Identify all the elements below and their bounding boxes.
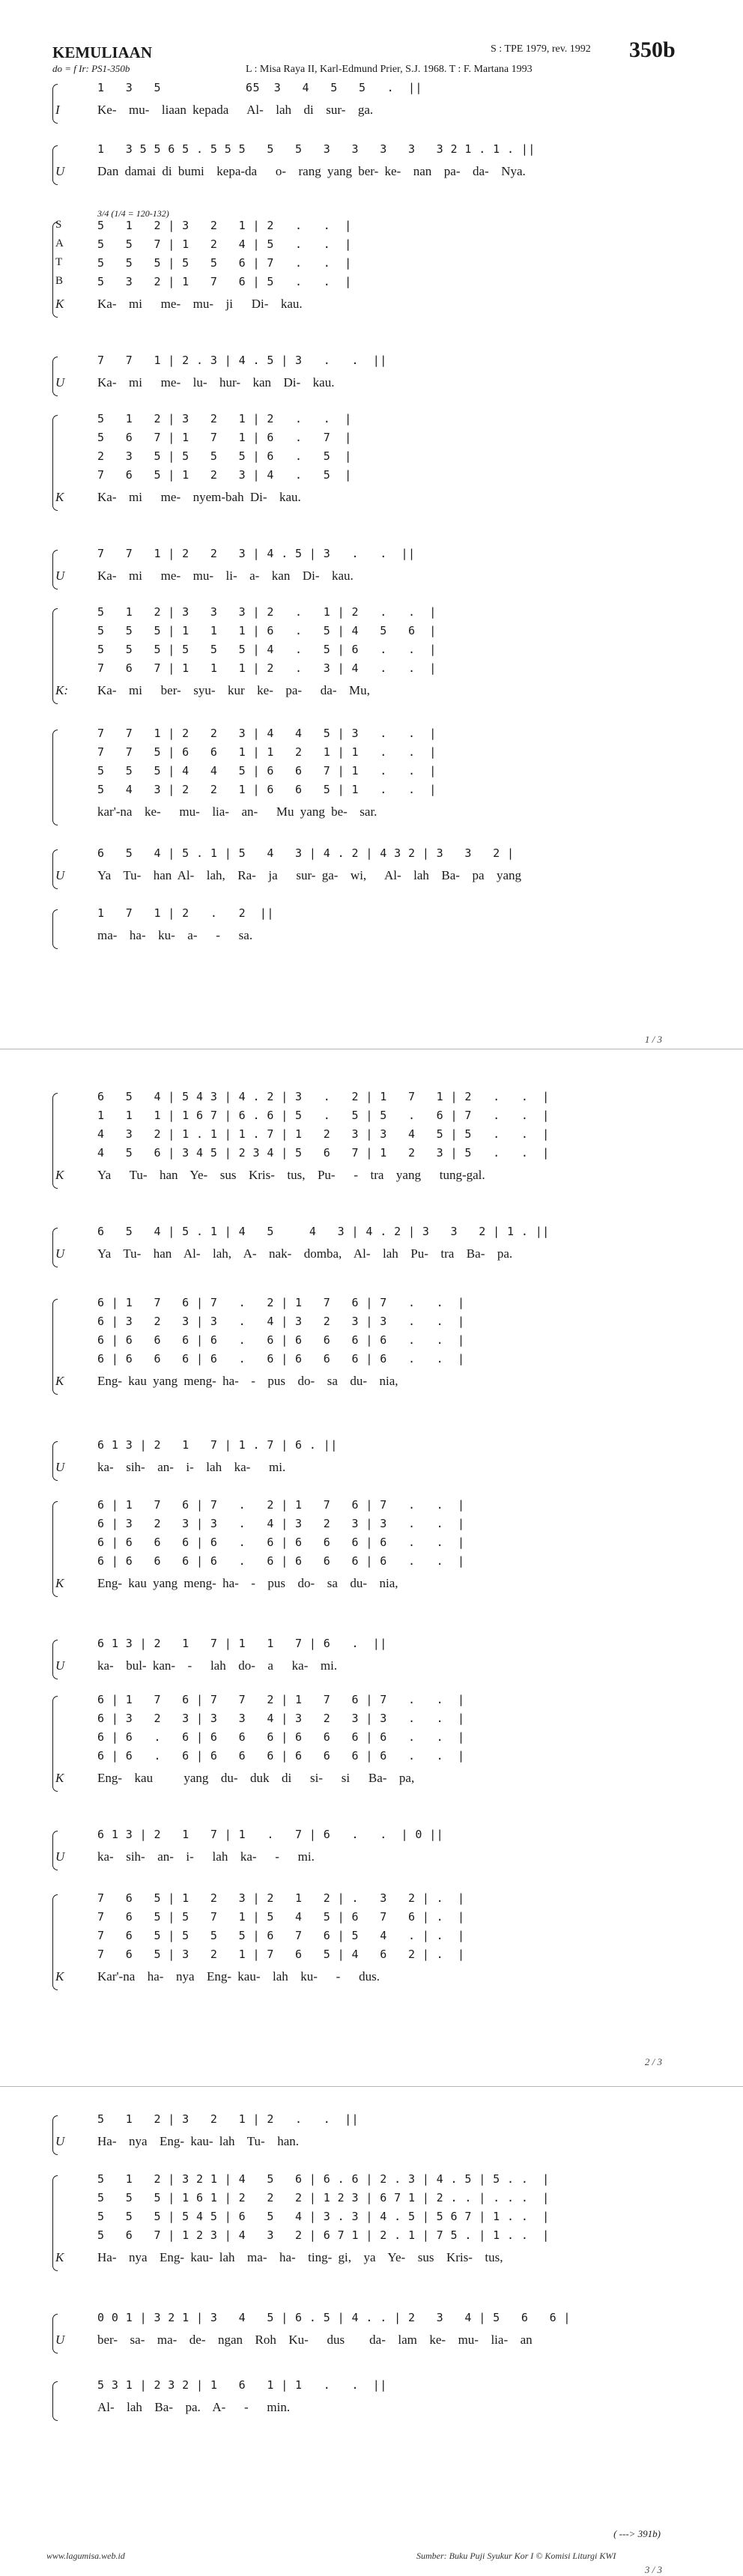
lyric-line: Ka- mi ber- syu- kur ke- pa- da- Mu,	[97, 683, 370, 697]
lyric-line: Al- lah Ba- pa. A- - min.	[97, 2400, 291, 2414]
singer-mark: K	[55, 297, 64, 311]
notation-row: 2 3 5 | 5 5 5 | 6 . 5 |	[97, 449, 352, 463]
notation-row: 6 | 1 7 6 | 7 . 2 | 1 7 6 | 7 . . |	[97, 1498, 465, 1512]
music-system	[52, 906, 577, 952]
singer-mark: U	[55, 1849, 65, 1864]
singer-mark: K	[55, 1771, 64, 1785]
notation-row: 5 1 2 | 3 2 1 | 4 5 6 | 6 . 6 | 2 . 3 | 4 . 5 | 5 . . |	[97, 2172, 550, 2186]
singer-mark: K	[55, 1576, 64, 1590]
music-system	[52, 2112, 577, 2158]
notation-row: 6 5 4 | 5 . 1 | 4 5 4 3 | 4 . 2 | 3 3 2 | 1 . ||	[97, 1225, 550, 1238]
notation-row: 5 5 5 | 5 5 5 | 4 . 5 | 6 . . |	[97, 643, 437, 656]
lyric-line: Eng- kau yang du- duk di si- si Ba- pa,	[97, 1771, 415, 1785]
system-brace	[52, 2381, 58, 2421]
singer-mark: U	[55, 2134, 65, 2148]
music-system	[52, 2172, 577, 2274]
notation-row: 5 1 2 | 3 2 1 | 2 . . |	[97, 412, 352, 425]
singer-mark: U	[55, 1246, 65, 1261]
notation-row: 7 6 5 | 1 2 3 | 2 1 2 | . 3 2 | . |	[97, 1891, 465, 1905]
notation-row: 5 4 3 | 2 2 1 | 6 6 5 | 1 . . |	[97, 783, 437, 796]
notation-row: 5 5 7 | 1 2 4 | 5 . . |	[97, 237, 352, 251]
music-system	[52, 1891, 577, 1993]
system-brace	[52, 730, 58, 825]
notation-row: 7 7 1 | 2 2 3 | 4 4 5 | 3 . . |	[97, 727, 437, 740]
notation-row: 7 7 5 | 6 6 1 | 1 2 1 | 1 . . |	[97, 745, 437, 759]
music-system	[52, 142, 577, 188]
music-system	[52, 1498, 577, 1600]
score-page-3	[0, 2086, 743, 2573]
notation-row: 1 3 5 65 3 4 5 5 . ||	[97, 81, 422, 94]
notation-row: 5 1 2 | 3 3 3 | 2 . 1 | 2 . . |	[97, 605, 437, 619]
song-number: 350b	[629, 37, 676, 62]
lyric-line: ka- sih- an- i- lah ka- - mi.	[97, 1849, 315, 1864]
notation-row: 6 | 6 . 6 | 6 6 6 | 6 6 6 | 6 . . |	[97, 1730, 465, 1744]
notation-row: 5 5 5 | 1 6 1 | 2 2 2 | 1 2 3 | 6 7 1 | 2 . . | . . . |	[97, 2191, 550, 2204]
credits-line: L : Misa Raya II, Karl-Edmund Prier, S.J. 1968. T : F. Martana 1993	[246, 64, 533, 75]
notation-row: 5 3 2 | 1 7 6 | 5 . . |	[97, 275, 352, 288]
music-system	[52, 1438, 577, 1484]
notation-row: 5 1 2 | 3 2 1 | 2 . . |	[97, 219, 352, 232]
song-title: KEMULIAAN	[52, 43, 153, 61]
lyric-line: kar'-na ke- mu- lia- an- Mu yang be- sar.	[97, 804, 377, 819]
notation-row: 1 7 1 | 2 . 2 ||	[97, 906, 274, 920]
music-system	[52, 1828, 577, 1873]
lyric-line: Dan damai di bumi kepa-da o- rang yang ber- ke- nan pa- da- Nya.	[97, 164, 526, 178]
lyric-line: Ka- mi me- lu- hur- kan Di- kau.	[97, 375, 335, 390]
score-page-1	[0, 0, 743, 1049]
singer-mark: K	[55, 1168, 64, 1182]
notation-row: 4 3 2 | 1 . 1 | 1 . 7 | 1 2 3 | 3 4 5 | 5 . . |	[97, 1127, 550, 1141]
music-system	[52, 412, 577, 514]
notation-row: 4 5 6 | 3 4 5 | 2 3 4 | 5 6 7 | 1 2 3 | 5 . . |	[97, 1146, 550, 1160]
music-system	[52, 1693, 577, 1795]
singer-mark: K	[55, 490, 64, 504]
lyric-line: Eng- kau yang meng- ha- - pus do- sa du- nia,	[97, 1374, 398, 1388]
notation-row: 5 5 5 | 1 1 1 | 6 . 5 | 4 5 6 |	[97, 624, 437, 637]
lyric-line: Ha- nya Eng- kau- lah Tu- han.	[97, 2134, 299, 2148]
lyric-line: Ka- mi me- mu- ji Di- kau.	[97, 297, 303, 311]
singer-mark: K	[55, 1969, 64, 1983]
singer-mark: K	[55, 1374, 64, 1388]
music-system	[52, 1637, 577, 1682]
notation-row: 6 5 4 | 5 4 3 | 4 . 2 | 3 . 2 | 1 7 1 | 2 . . |	[97, 1090, 550, 1103]
music-system	[52, 1296, 577, 1398]
notation-row: 6 1 3 | 2 1 7 | 1 . 7 | 6 . . | 0 ||	[97, 1828, 444, 1841]
music-system	[52, 605, 577, 707]
lyric-line: Eng- kau yang meng- ha- - pus do- sa du- nia,	[97, 1576, 398, 1590]
notation-row: 5 5 5 | 5 4 5 | 6 5 4 | 3 . 3 | 4 . 5 | 5 6 7 | 1 . . |	[97, 2210, 550, 2223]
notation-row: 6 | 3 2 3 | 3 3 4 | 3 2 3 | 3 . . |	[97, 1712, 465, 1725]
voice-label: B	[55, 275, 64, 287]
lyric-line: Ka- mi me- nyem-bah Di- kau.	[97, 490, 301, 504]
key-signature: do = f Ir: PS1-350b	[52, 63, 130, 74]
music-system	[52, 219, 577, 321]
music-system	[52, 547, 577, 593]
page-number: 2 / 3	[644, 2056, 662, 2067]
source-footer: Sumber: Buku Puji Syukur Kor I © Komisi Liturgi KWI	[416, 2551, 616, 2561]
notation-row: 5 3 1 | 2 3 2 | 1 6 1 | 1 . . ||	[97, 2378, 387, 2392]
continue-note: ( ---> 391b)	[613, 2528, 661, 2539]
lyric-line: ka- sih- an- i- lah ka- mi.	[97, 1460, 286, 1474]
notation-row: 6 | 3 2 3 | 3 . 4 | 3 2 3 | 3 . . |	[97, 1517, 465, 1530]
voice-label: A	[55, 237, 64, 249]
lyric-line: Ha- nya Eng- kau- lah ma- ha- ting- gi, ya Ye- sus Kris- tus,	[97, 2250, 503, 2264]
lyric-line: Ka- mi me- mu- li- a- kan Di- kau.	[97, 569, 354, 583]
notation-row: 7 7 1 | 2 . 3 | 4 . 5 | 3 . . ||	[97, 354, 387, 367]
notation-row: 0 0 1 | 3 2 1 | 3 4 5 | 6 . 5 | 4 . . | 2 3 4 | 5 6 6 |	[97, 2311, 571, 2324]
notation-row: 6 1 3 | 2 1 7 | 1 . 7 | 6 . ||	[97, 1438, 338, 1452]
notation-row: 1 1 1 | 1 6 7 | 6 . 6 | 5 . 5 | 5 . 6 | 7 . . |	[97, 1109, 550, 1122]
singer-mark: I	[55, 103, 60, 117]
singer-mark: U	[55, 2333, 65, 2347]
notation-row: 6 | 1 7 6 | 7 7 2 | 1 7 6 | 7 . . |	[97, 1693, 465, 1706]
notation-row: 5 6 7 | 1 7 1 | 6 . 7 |	[97, 431, 352, 444]
voice-label: S	[55, 219, 62, 231]
notation-row: 6 | 6 6 6 | 6 . 6 | 6 6 6 | 6 . . |	[97, 1554, 465, 1568]
singer-mark: U	[55, 375, 65, 390]
notation-row: 7 6 5 | 5 7 1 | 5 4 5 | 6 7 6 | . |	[97, 1910, 465, 1924]
website-footer: www.lagumisa.web.id	[46, 2551, 125, 2561]
page-number: 3 / 3	[644, 2564, 662, 2575]
notation-row: 7 6 5 | 5 5 5 | 6 7 6 | 5 4 . | . |	[97, 1929, 465, 1942]
voice-label: T	[55, 256, 63, 268]
singer-mark: K:	[55, 683, 68, 697]
singer-mark: U	[55, 868, 65, 882]
music-system	[52, 846, 577, 892]
lyric-line: ka- bul- kan- - lah do- a ka- mi.	[97, 1658, 338, 1673]
notation-row: 6 5 4 | 5 . 1 | 5 4 3 | 4 . 2 | 4 3 2 | 3 3 2 |	[97, 846, 515, 860]
singer-mark: U	[55, 1460, 65, 1474]
singer-mark: U	[55, 1658, 65, 1673]
notation-row: 6 | 6 6 6 | 6 . 6 | 6 6 6 | 6 . . |	[97, 1352, 465, 1366]
notation-row: 7 6 5 | 1 2 3 | 4 . 5 |	[97, 468, 352, 482]
notation-row: 5 5 5 | 4 4 5 | 6 6 7 | 1 . . |	[97, 764, 437, 778]
notation-row: 7 6 7 | 1 1 1 | 2 . 3 | 4 . . |	[97, 661, 437, 675]
lyric-line: ber- sa- ma- de- ngan Roh Ku- dus da- lam ke- mu- lia- an	[97, 2333, 533, 2347]
notation-row: 6 1 3 | 2 1 7 | 1 1 7 | 6 . ||	[97, 1637, 387, 1650]
notation-row: 1 3 5 5 6 5 . 5 5 5 5 5 3 3 3 3 3 2 1 . 1 . ||	[97, 142, 536, 156]
source-line: S : TPE 1979, rev. 1992	[491, 43, 591, 55]
music-system	[52, 354, 577, 399]
lyric-line: Ke- mu- liaan kepada Al- lah di sur- ga.	[97, 103, 374, 117]
notation-row: 6 | 6 6 6 | 6 . 6 | 6 6 6 | 6 . . |	[97, 1536, 465, 1549]
music-system	[52, 81, 577, 127]
music-system	[52, 2311, 577, 2357]
notation-row: 5 6 7 | 1 2 3 | 4 3 2 | 6 7 1 | 2 . 1 | 7 5 . | 1 . . |	[97, 2228, 550, 2242]
lyric-line: Ya Tu- han Al- lah, Ra- ja sur- ga- wi, Al- lah Ba- pa yang	[97, 868, 522, 882]
music-system	[52, 1090, 577, 1192]
lyric-line: Ya Tu- han Al- lah, A- nak- domba, Al- lah Pu- tra Ba- pa.	[97, 1246, 513, 1261]
singer-mark: U	[55, 569, 65, 583]
singer-mark: U	[55, 164, 65, 178]
music-system	[52, 2378, 577, 2424]
notation-row: 5 5 5 | 5 5 6 | 7 . . |	[97, 256, 352, 270]
lyric-line: ma- ha- ku- a- - sa.	[97, 928, 253, 942]
meter-marking: 3/4 (1/4 = 120-132)	[97, 208, 169, 219]
notation-row: 7 7 1 | 2 2 3 | 4 . 5 | 3 . . ||	[97, 547, 416, 560]
notation-row: 7 6 5 | 3 2 1 | 7 6 5 | 4 6 2 | . |	[97, 1948, 465, 1961]
notation-row: 6 | 6 . 6 | 6 6 6 | 6 6 6 | 6 . . |	[97, 1749, 465, 1763]
score-page-2	[0, 1049, 743, 2086]
music-system	[52, 1225, 577, 1270]
system-brace	[52, 909, 58, 949]
notation-row: 6 | 3 2 3 | 3 . 4 | 3 2 3 | 3 . . |	[97, 1315, 465, 1328]
notation-row: 6 | 6 6 6 | 6 . 6 | 6 6 6 | 6 . . |	[97, 1333, 465, 1347]
notation-row: 5 1 2 | 3 2 1 | 2 . . ||	[97, 2112, 359, 2126]
lyric-line: Kar'-na ha- nya Eng- kau- lah ku- - dus.	[97, 1969, 380, 1983]
singer-mark: K	[55, 2250, 64, 2264]
music-system	[52, 727, 577, 828]
lyric-line: Ya Tu- han Ye- sus Kris- tus, Pu- - tra yang tung-gal.	[97, 1168, 485, 1182]
page-number: 1 / 3	[644, 1034, 662, 1045]
notation-row: 6 | 1 7 6 | 7 . 2 | 1 7 6 | 7 . . |	[97, 1296, 465, 1309]
